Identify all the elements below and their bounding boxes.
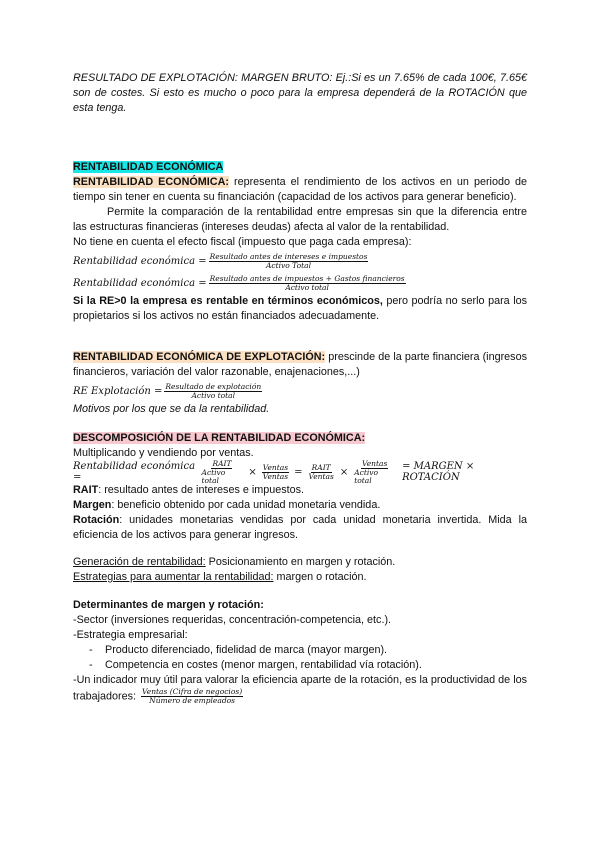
desc-frac-1-den: Activo total <box>201 467 226 485</box>
re-equation-2 <box>73 272 527 294</box>
list-item: - Producto diferenciado, fidelidad de marca (mayor margen). <box>73 643 527 658</box>
rex-text: prescinde de la parte financiera (ingresos financieros, variación del valor razonable, enajenaciones,...) <box>73 351 527 378</box>
re-compare: Permite la comparación de la rentabilidad entre empresas sin que la diferencia entre las estructuras financieras (intereses deudas) afecta al valor de la rentabilidad. <box>73 206 527 233</box>
det-indicador-text: -Un indicador muy útil para valorar la eficiencia aparte de la rotación, es la productividad de los trabajadores: <box>73 674 527 703</box>
det-estrategia: -Estrategia empresarial: <box>73 629 188 641</box>
eq2-numerator: Resultado antes de impuestos + Gastos financieros <box>209 273 405 283</box>
desc-frac-2 <box>262 464 289 481</box>
re-conclusion <box>73 294 527 324</box>
desc-intro: Multiplicando y vendiendo por ventas. <box>73 447 254 459</box>
gen-label-2: Estrategias para aumentar la rentabilidad: <box>73 571 274 583</box>
rotacion-definition <box>73 513 527 543</box>
gen-text-1: Posicionamiento en margen y rotación. <box>205 556 396 568</box>
eq1-fraction <box>209 253 369 270</box>
rex-definition <box>73 350 527 380</box>
re-conclusion-rest: pero podría no serlo para los propietarios si los activos no están financiados adecuadamente. <box>73 295 527 322</box>
times-sign-1: × <box>248 466 257 478</box>
desc-frac-4-num: Ventas <box>361 458 388 468</box>
re-equation-1 <box>73 250 527 272</box>
gen-line-2 <box>73 570 527 585</box>
desc-section <box>73 431 527 543</box>
eq2-lhs: Rentabilidad económica = <box>73 277 207 289</box>
det-heading: Determinantes de margen y rotación: <box>73 599 264 611</box>
rait-text: : resultado antes de intereses e impuestos. <box>98 484 305 496</box>
re-definition <box>73 175 527 205</box>
re-section <box>73 160 527 324</box>
re-conclusion-bold: Si la RE>0 la empresa es rentable en términos económicos, <box>73 295 383 307</box>
desc-frac-4-den: Activo total <box>354 467 379 485</box>
rex-motivos: Motivos por los que se da la rentabilidad. <box>73 403 270 415</box>
det-section <box>73 598 527 705</box>
rotacion-label: Rotación <box>73 514 120 526</box>
intro-paragraph: RESULTADO DE EXPLOTACIÓN: MARGEN BRUTO: Ej.:Si es un 7.65% de cada 100€, 7.65€ son de costes. Si esto es mucho o poco para la empresa dependerá de la ROTACIÓN que esta tenga. <box>73 72 527 114</box>
desc-frac-4 <box>353 460 396 485</box>
det-indicador <box>73 673 527 705</box>
margen-definition <box>73 498 527 513</box>
productividad-fraction <box>141 688 243 705</box>
desc-frac-3-num: RAIT <box>311 462 331 472</box>
desc-frac-3 <box>308 464 335 481</box>
list-item: - Competencia en costes (menor margen, rentabilidad vía rotación). <box>73 658 527 673</box>
gen-line-1 <box>73 555 527 570</box>
desc-frac-2-den: Ventas <box>262 471 289 481</box>
desc-eq-lhs: Rentabilidad económica = <box>73 461 196 483</box>
rait-definition <box>73 483 527 498</box>
rex-denominator: Activo total <box>191 390 236 400</box>
margen-text: : beneficio obtenido por cada unidad monetaria vendida. <box>111 499 381 511</box>
gen-text-2: margen o rotación. <box>273 571 367 583</box>
intro-block <box>73 71 527 116</box>
re-heading: RENTABILIDAD ECONÓMICA <box>73 161 224 173</box>
desc-frac-1-num: RAIT <box>212 458 232 468</box>
eq1-lhs: Rentabilidad económica = <box>73 255 207 267</box>
equals-sign: = <box>294 466 303 478</box>
desc-equation <box>73 458 527 485</box>
re-def-text: representa el rendimiento de los activos en un periodo de tiempo sin tener en cuenta su financiación (capacidad de los activos para generar beneficio). <box>73 176 527 203</box>
eq2-fraction <box>209 275 406 292</box>
margen-label: Margen <box>73 499 112 511</box>
eq1-denominator: Activo Total <box>266 260 312 270</box>
desc-frac-1 <box>201 460 244 485</box>
rotacion-text: : unidades monetarias vendidas por cada unidad monetaria invertida. Mida la eficiencia de los activos para generar ingresos. <box>73 514 527 541</box>
rait-label: RAIT <box>73 484 99 496</box>
det-sector: -Sector (inversiones requeridas, concentración-competencia, etc.). <box>73 614 392 626</box>
productividad-num: Ventas (Cifra de negocios) <box>142 687 243 696</box>
rex-equation <box>73 380 527 402</box>
eq1-numerator: Resultado antes de intereses e impuestos <box>209 251 368 261</box>
rex-fraction <box>164 383 262 400</box>
desc-frac-2-num: Ventas <box>262 462 289 472</box>
rex-section <box>73 350 527 417</box>
re-fiscal: No tiene en cuenta el efecto fiscal (impuesto que paga cada empresa): <box>73 236 412 248</box>
rex-eq-lhs: RE Explotación = <box>73 385 163 397</box>
desc-eq-rhs: = MARGEN × ROTACIÓN <box>402 461 475 483</box>
eq2-denominator: Activo total <box>285 282 329 292</box>
gen-label-1: Generación de rentabilidad: <box>73 556 206 568</box>
desc-frac-3-den: Ventas <box>308 471 334 481</box>
rex-label: RENTABILIDAD ECONÓMICA DE EXPLOTACIÓN: <box>73 351 326 363</box>
rex-numerator: Resultado de explotación <box>165 381 262 391</box>
desc-heading: DESCOMPOSICIÓN DE LA RENTABILIDAD ECONÓMICA: <box>73 432 366 444</box>
times-sign-2: × <box>339 466 349 478</box>
gen-section <box>73 555 527 585</box>
det-list <box>73 643 527 673</box>
re-def-label: RENTABILIDAD ECONÓMICA: <box>73 176 229 188</box>
productividad-den: Número de empleados <box>149 696 236 705</box>
